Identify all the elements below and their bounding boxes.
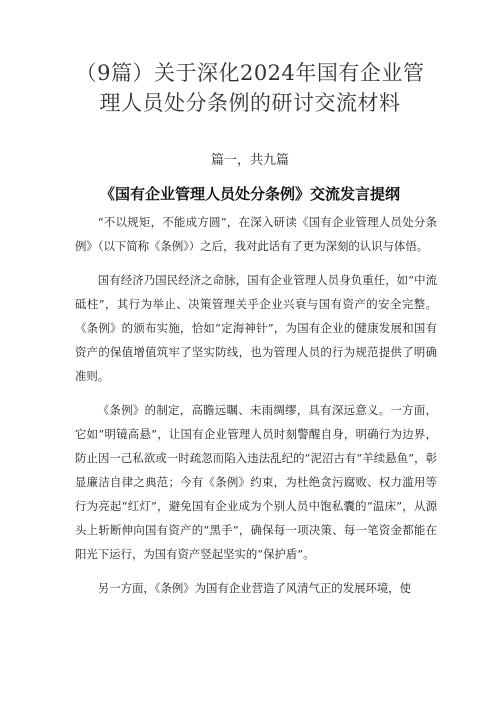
section-label: 篇一，共九篇: [210, 153, 289, 168]
paragraph: 另一方面，《条例》为国有企业营造了风清气正的发展环境，使: [97, 581, 412, 595]
paragraph: “不以规矩，不能成方圆”，在深入研读《国有企业管理人员处分条例》（以下简称《条例》）之后，我对此话有了更为深刻的认识与体悟。: [75, 215, 437, 253]
document-body: [75, 210, 437, 610]
paragraph: 国有经济乃国民经济之命脉，国有企业管理人员身负重任，如“中流砥柱”，其行为举止、决策管理关乎企业兴衰与国有资产的安全完整。《条例》的颁布实施，恰如“定海神针”，为国有企业的健康发展和国有资产的保值增值筑牢了坚实防线，也为管理人员的行为规范提供了明确准则。: [75, 273, 437, 383]
document-title: （9篇）关于深化2024年国有企业管理人员处分条例的研讨交流材料: [75, 61, 425, 115]
section-heading: 《国有企业管理人员处分条例》交流发言提纲: [99, 185, 400, 203]
paragraph: 《条例》的制定，高瞻远瞩、未雨绸缪，具有深远意义。一方面，它如“明镜高悬”，让国有企业管理人员时刻警醒自身，明确行为边界，防止因一己私欲或一时疏忽而陷入违法乱纪的“泥沼古有“羊续悬鱼”，彰显廉洁自律之典范；今有《条例》约束，为杜绝贪污腐败、权力滥用等行为亮起“红灯”，避免国有企业成为个别人员中饱私囊的“温床”，从源头上斩断伸向国有资产的“黑手”，确保每一项决策、每一笔资金都能在阳光下运行，为国有资产竖起坚实的“保护盾”。: [75, 403, 437, 561]
